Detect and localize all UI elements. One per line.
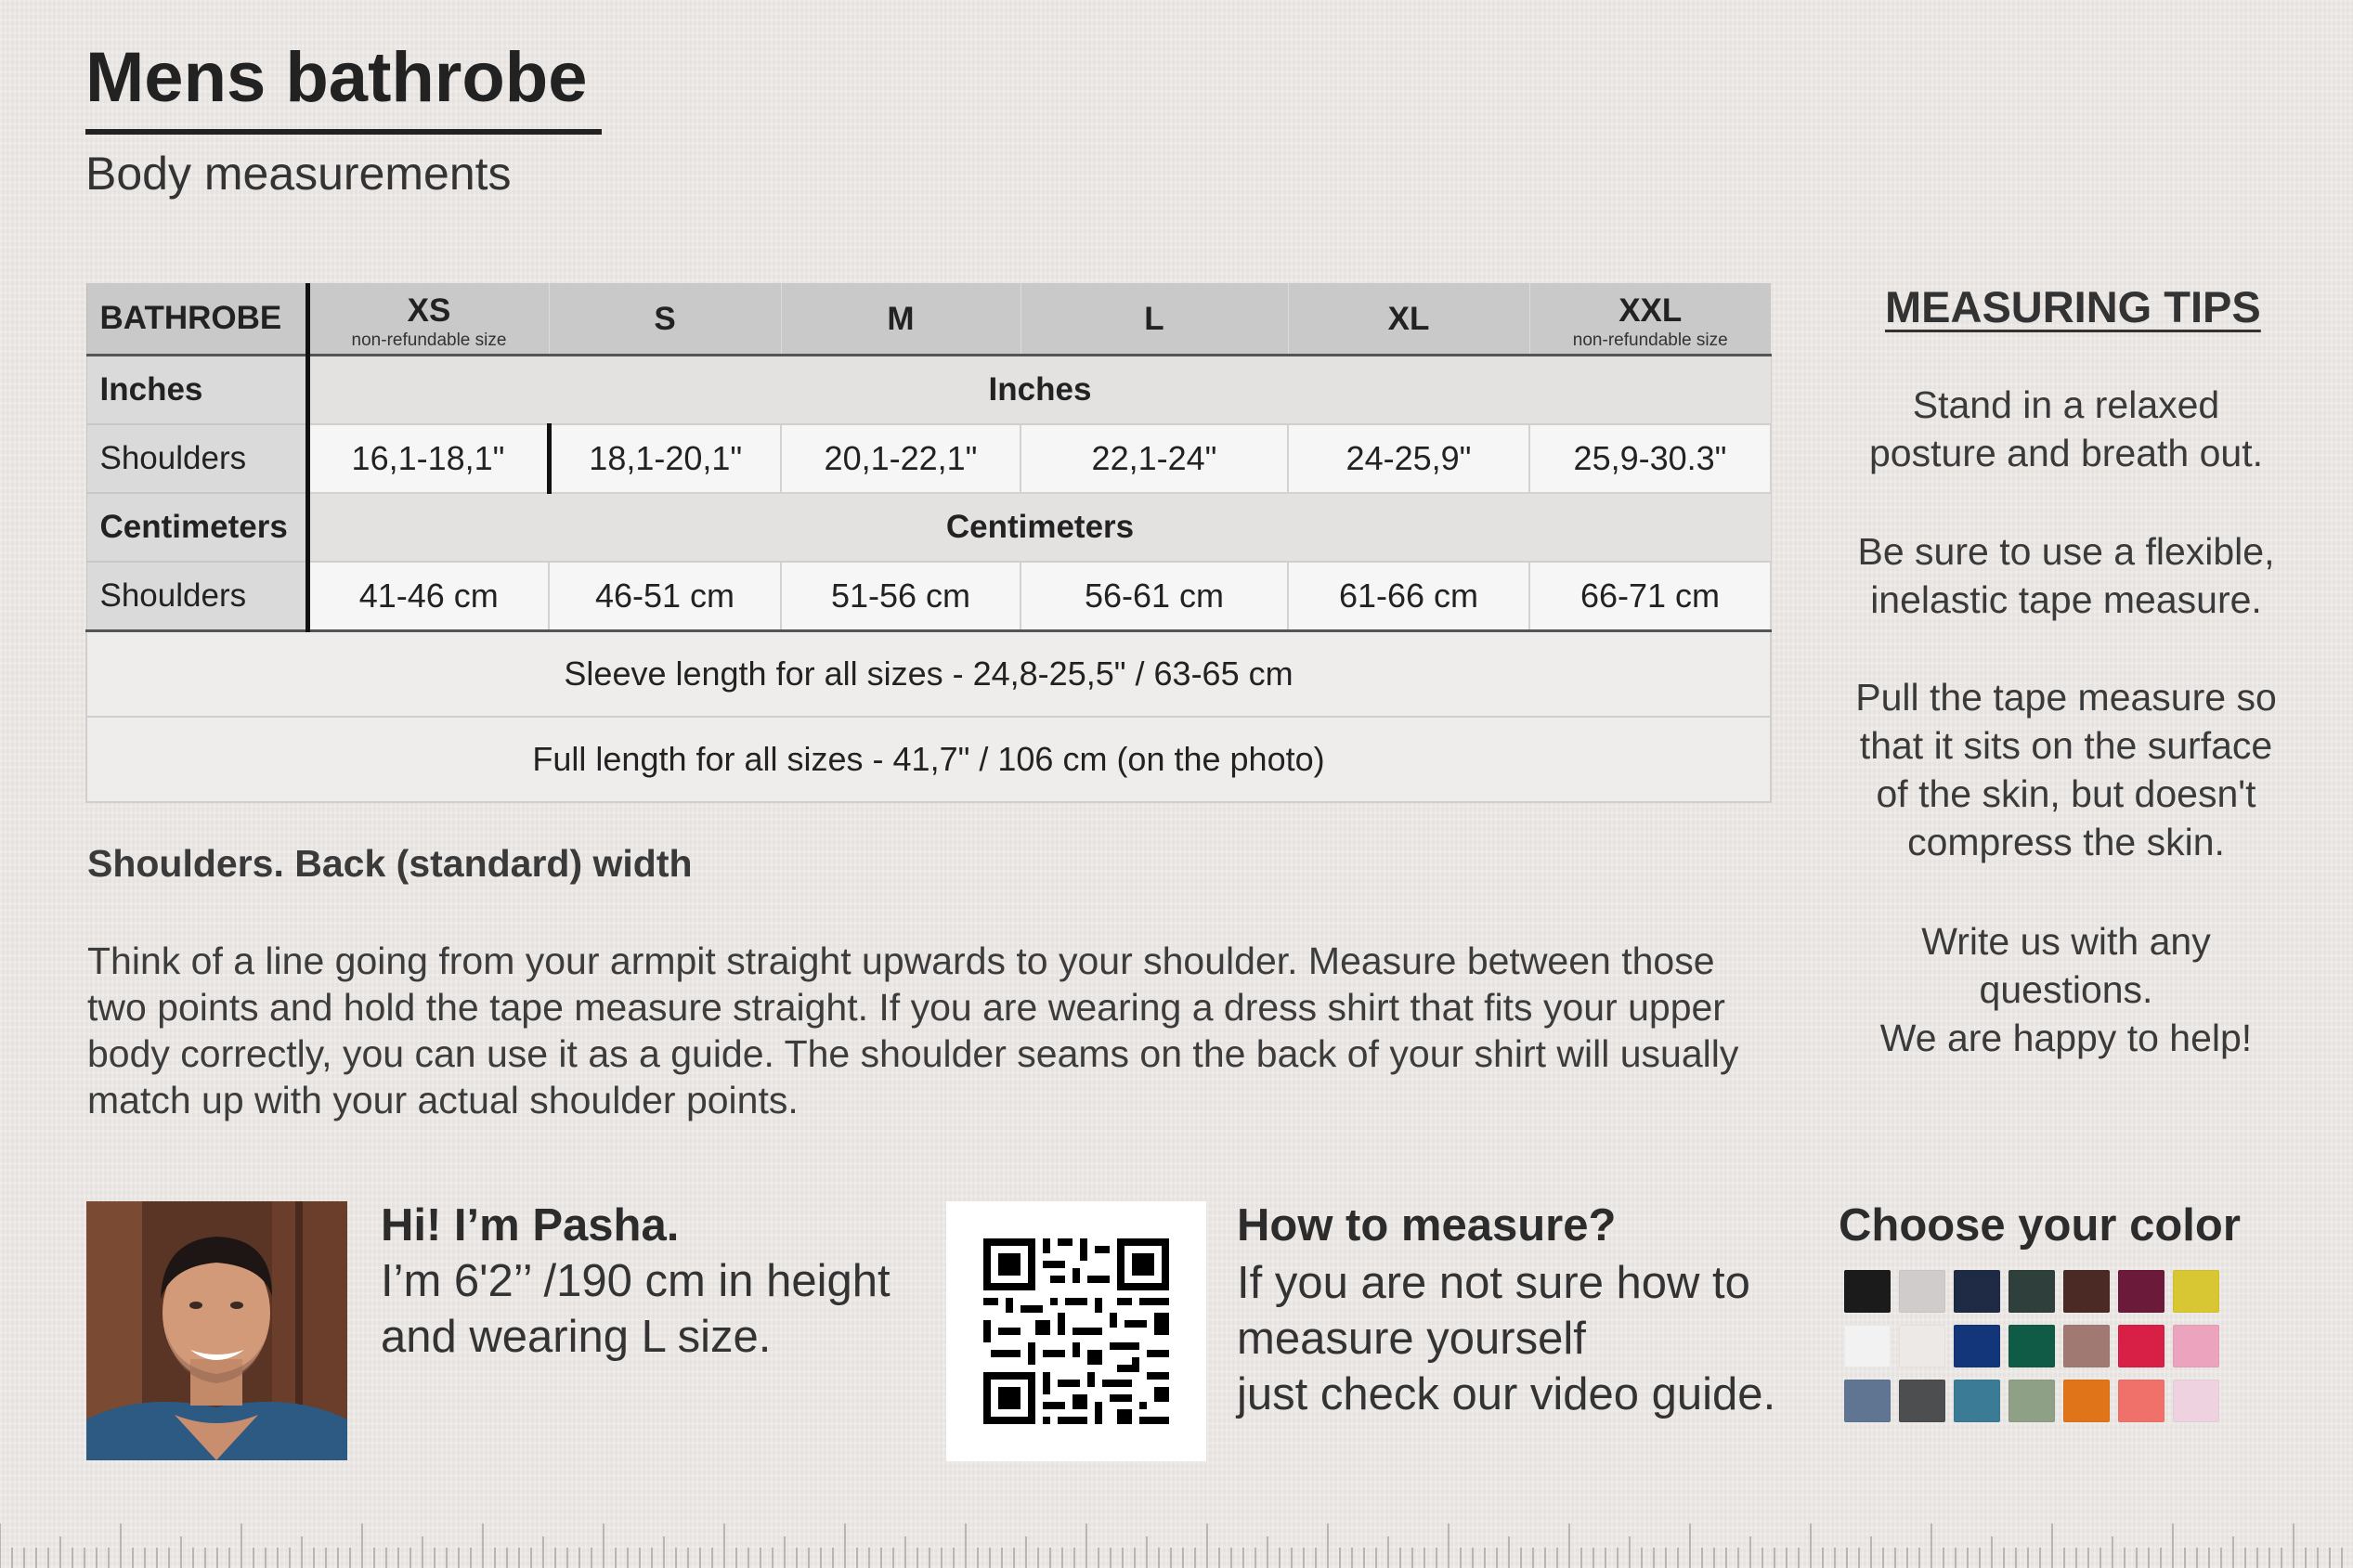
tip-line: Write us with any	[1921, 920, 2211, 963]
measuring-tape-ruler	[0, 1497, 2353, 1568]
color-swatch[interactable]	[2118, 1380, 2164, 1422]
table-cell: 16,1-18,1"	[307, 424, 549, 493]
table-cell: 24-25,9"	[1288, 424, 1529, 493]
color-swatch[interactable]	[1899, 1325, 1945, 1367]
size-label: XS	[407, 292, 451, 329]
tip-line: posture and breath out.	[1869, 432, 2263, 474]
inches-row-label: Inches	[86, 356, 307, 425]
shoulders-inches-row	[86, 424, 1771, 493]
table-cell: 46-51 cm	[549, 562, 781, 631]
non-refundable-note: non-refundable size	[1572, 330, 1728, 350]
sleeve-length-row	[86, 631, 1771, 718]
table-corner-label: BATHROBE	[86, 283, 307, 356]
page-title: Mens bathrobe	[85, 38, 588, 117]
color-swatch[interactable]	[2008, 1380, 2055, 1422]
page-subtitle: Body measurements	[85, 148, 512, 200]
full-length-note: Full length for all sizes - 41,7" / 106 cm (on the photo)	[86, 717, 1771, 802]
tip-contact-us	[1820, 917, 2312, 1062]
tip-line: inelastic tape measure.	[1870, 578, 2262, 621]
shoulders-row-label: Shoulders	[86, 562, 307, 631]
tip-relaxed-posture	[1820, 381, 2312, 477]
color-swatch[interactable]	[1954, 1270, 2000, 1313]
table-cell: 22,1-24"	[1020, 424, 1288, 493]
size-header-m	[781, 283, 1020, 356]
color-swatch[interactable]	[1844, 1325, 1891, 1367]
color-swatch[interactable]	[2118, 1325, 2164, 1367]
size-label: M	[887, 300, 915, 337]
color-swatch[interactable]	[2118, 1270, 2164, 1313]
choose-color-title: Choose your color	[1839, 1200, 2241, 1251]
size-header-l	[1020, 283, 1288, 356]
color-swatch[interactable]	[2008, 1270, 2055, 1313]
color-swatch[interactable]	[1954, 1380, 2000, 1422]
tip-line: Be sure to use a flexible,	[1857, 530, 2275, 573]
centimeters-unit-row	[86, 493, 1771, 562]
color-swatch[interactable]	[2063, 1325, 2110, 1367]
description-line: Think of a line going from your armpit straight upwards to your shoulder. Measure between those	[87, 940, 1715, 982]
full-length-row	[86, 717, 1771, 802]
table-cell: 56-61 cm	[1020, 562, 1288, 631]
color-swatch[interactable]	[2173, 1270, 2219, 1313]
centimeters-row-label: Centimeters	[86, 493, 307, 562]
color-swatch[interactable]	[1844, 1270, 1891, 1313]
qr-code-image	[946, 1201, 1206, 1461]
color-swatch[interactable]	[2173, 1325, 2219, 1367]
table-cell: 51-56 cm	[781, 562, 1020, 631]
howto-line: just check our video guide.	[1237, 1369, 1776, 1419]
model-greeting: Hi! I’m Pasha.	[381, 1200, 680, 1251]
table-cell: 20,1-22,1"	[781, 424, 1020, 493]
color-swatch[interactable]	[1899, 1270, 1945, 1313]
description-line: two points and hold the tape measure straight. If you are wearing a dress shirt that fits your upper	[87, 986, 1725, 1029]
centimeters-unit-label: Centimeters	[307, 493, 1771, 562]
tip-line: Stand in a relaxed	[1912, 383, 2220, 426]
shoulders-description	[87, 938, 1787, 1123]
table-cell: 25,9-30.3"	[1529, 424, 1771, 493]
model-description	[381, 1253, 938, 1365]
color-swatch[interactable]	[1844, 1380, 1891, 1422]
size-label: S	[654, 300, 676, 337]
size-header-s	[549, 283, 781, 356]
sleeve-length-note: Sleeve length for all sizes - 24,8-25,5" / 63-65 cm	[86, 631, 1771, 718]
description-line: body correctly, you can use it as a guide. The shoulder seams on the back of your shirt will usually	[87, 1032, 1739, 1075]
description-line: match up with your actual shoulder points.	[87, 1079, 799, 1121]
table-cell: 66-71 cm	[1529, 562, 1771, 631]
size-header-xs	[307, 283, 549, 356]
color-swatch[interactable]	[2173, 1380, 2219, 1422]
color-swatch[interactable]	[2063, 1380, 2110, 1422]
qr-code[interactable]	[946, 1201, 1206, 1461]
tip-line: questions.	[1979, 968, 2153, 1011]
model-line: I’m 6'2’’ /190 cm in height	[381, 1256, 890, 1306]
color-swatch[interactable]	[2008, 1325, 2055, 1367]
how-to-measure-text	[1237, 1255, 1831, 1422]
title-underline	[85, 129, 602, 135]
size-header-xxl	[1529, 283, 1771, 356]
tip-line: that it sits on the surface	[1859, 724, 2273, 767]
model-photo	[86, 1201, 347, 1460]
inches-unit-label: Inches	[307, 356, 1771, 425]
howto-line: measure yourself	[1237, 1314, 1586, 1364]
model-portrait-image	[86, 1201, 347, 1460]
non-refundable-note: non-refundable size	[351, 330, 507, 350]
size-label: L	[1144, 300, 1164, 337]
size-header-xl	[1288, 283, 1529, 356]
color-swatch[interactable]	[1899, 1380, 1945, 1422]
table-cell: 61-66 cm	[1288, 562, 1529, 631]
tip-line: We are happy to help!	[1879, 1017, 2253, 1059]
shoulders-heading: Shoulders. Back (standard) width	[87, 842, 693, 885]
how-to-measure-title: How to measure?	[1237, 1200, 1617, 1251]
tip-flexible-tape	[1820, 527, 2312, 624]
tip-line: of the skin, but doesn't	[1876, 772, 2256, 815]
shoulders-cm-row	[86, 562, 1771, 631]
howto-line: If you are not sure how to	[1237, 1258, 1750, 1308]
color-swatch-grid	[1844, 1270, 2234, 1422]
size-label: XL	[1387, 300, 1430, 337]
tip-line: compress the skin.	[1907, 821, 2225, 863]
color-swatch[interactable]	[2063, 1270, 2110, 1313]
tip-pull-tape	[1820, 673, 2312, 866]
measuring-tips-title: MEASURING TIPS	[1885, 282, 2261, 331]
inches-unit-row	[86, 356, 1771, 425]
tip-line: Pull the tape measure so	[1855, 676, 2277, 719]
shoulders-row-label: Shoulders	[86, 424, 307, 493]
model-line: and wearing L size.	[381, 1312, 772, 1362]
size-table	[85, 283, 1772, 803]
table-cell: 41-46 cm	[307, 562, 549, 631]
color-swatch[interactable]	[1954, 1325, 2000, 1367]
table-cell: 18,1-20,1"	[549, 424, 781, 493]
size-header-row	[86, 283, 1771, 356]
size-label: XXL	[1618, 292, 1683, 329]
